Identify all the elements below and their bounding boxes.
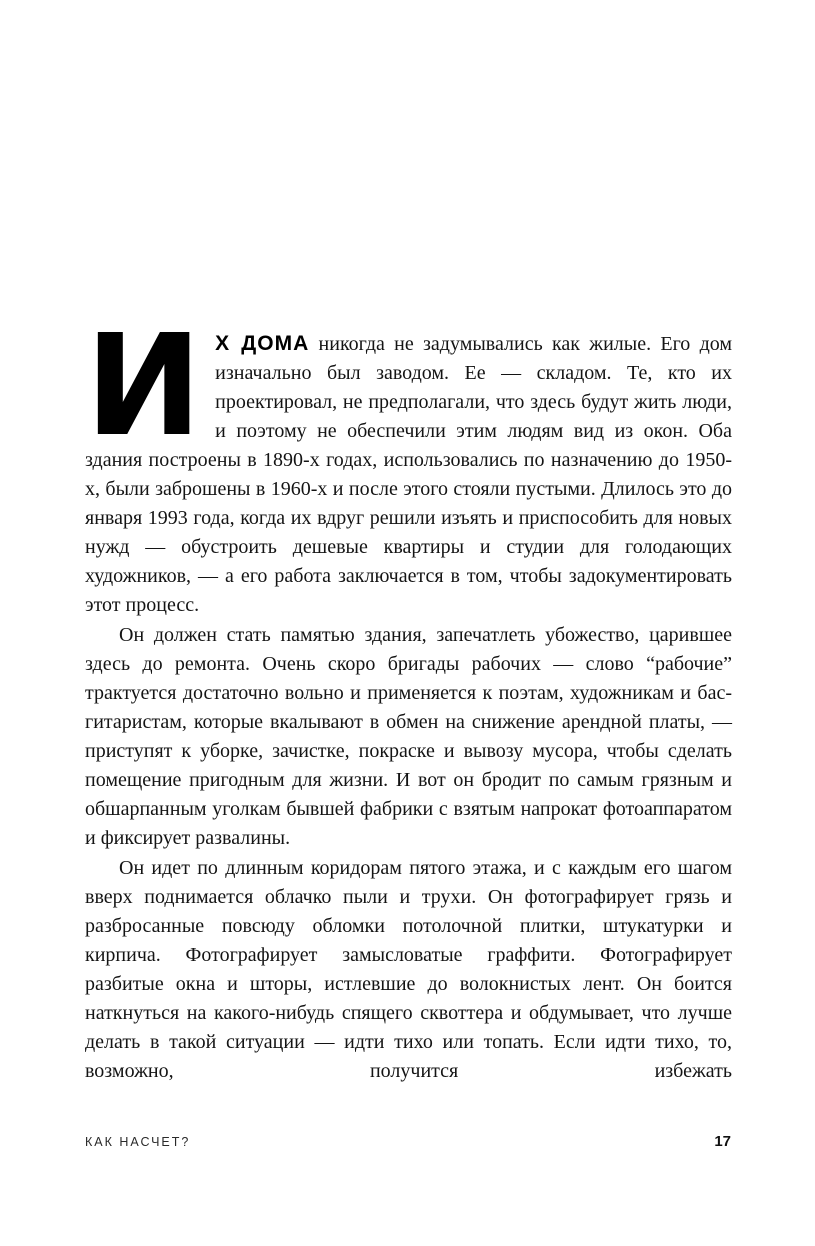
drop-cap-letter: И [85, 305, 201, 468]
paragraph: Он идет по длинным коридорам пятого этажа, и с каждым его шагом вверх поднимается облачко пыли и трухи. Он фотографирует грязь и разбросанные повсюду обломки потолочной плитки, штукатурки и кирпича. Фотографирует замысловатые граффити. Фотографирует разбитые окна и шторы, истлевшие до волокнистых лент. Он боится наткнуться на какого-нибудь спящего сквоттера и обдумывает, что лучше делать в такой ситуации — идти тихо или топать. Если идти тихо, то, возможно, получится избежать [85, 857, 732, 1082]
paragraph-opening [85, 305, 733, 620]
paragraph: Он должен стать памятью здания, запечатлеть убожество, царившее здесь до ремонта. Очень скоро бригады рабочих — слово “рабочие” трактуется достаточно вольно и применяется к поэтам, художникам и бас-гитаристам, которые вкалывают в обмен на снижение арендной платы, — приступят к уборке, зачистке, покраске и вывозу мусора, чтобы сделать помещение пригодным для жизни. И вот он бродит по самым грязным и обшарпанным уголкам бывшей фабрики с взятым напрокат фотоаппаратом и фиксирует развалины. [85, 624, 732, 849]
running-title: КАК НАСЧЕТ? [85, 1135, 191, 1149]
paragraph-text: никогда не задумывались как жилые. Его дом изначально был заводом. Ее — складом. Те, кто их проектировал, не предполагали, что здесь будут жить люди, и поэтому не обеспечили этим людям вид из окон. Оба здания построены в 1890-х годах, использовались по назначению до 1950-х, были заброшены в 1960-х и после этого стояли пустыми. Длилось это до января 1993 года, когда их вдруг решили изъять и приспособить для новых нужд — обустроить дешевые квартиры и студии для голодающих художников, — а его работа заключается в том, чтобы задокументировать этот процесс. [85, 333, 733, 616]
page-footer [85, 1133, 731, 1150]
page-number: 17 [714, 1133, 731, 1150]
lead-in-bold-text: Х ДОМА [215, 332, 310, 355]
page-body [85, 305, 733, 1086]
